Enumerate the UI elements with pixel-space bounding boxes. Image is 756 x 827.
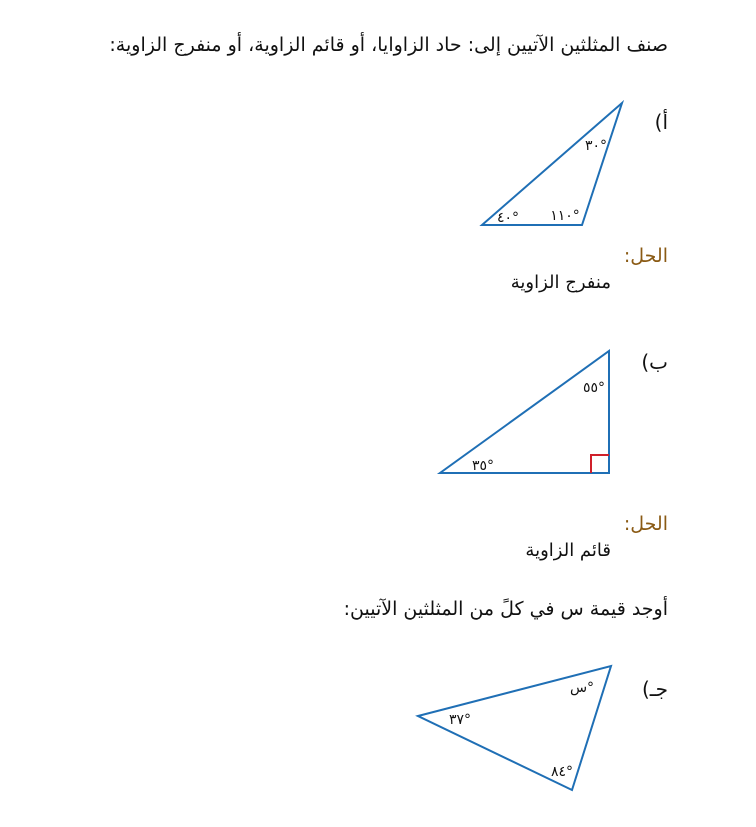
triangle-c-angle-top: س°: [569, 680, 595, 696]
part-b-answer: قائم الزاوية: [525, 540, 611, 561]
part-b-solution-label: الحل:: [623, 513, 668, 535]
part-a-answer: منفرج الزاوية: [510, 272, 611, 293]
question-1-text: صنف المثلثين الآتيين إلى: حاد الزاوايا، أو قائم الزاوية، أو منفرج الزاوية:: [109, 34, 668, 56]
triangle-a-angle-top: ٣٠°: [584, 138, 608, 154]
triangle-b-angle-top: ٥٥°: [582, 380, 606, 396]
part-c-label: جـ): [641, 677, 668, 701]
triangle-b-angle-left: ٣٥°: [471, 458, 495, 474]
part-a-label: أ): [654, 110, 668, 134]
right-angle-marker: [591, 455, 609, 473]
triangle-a-angle-left: ٤٠°: [496, 210, 520, 226]
triangle-c-angle-bottom: ٨٤°: [550, 764, 574, 780]
triangle-c-angle-left: ٣٧°: [448, 712, 472, 728]
question-2-text: أوجد قيمة س في كلً من المثلثين الآتيين:: [343, 598, 668, 620]
triangle-a-angle-right: ١١٠°: [550, 208, 580, 224]
triangle-a: [482, 103, 622, 225]
part-a-solution-label: الحل:: [623, 245, 668, 267]
triangle-b: [440, 351, 609, 473]
part-b-label: ب): [641, 350, 668, 374]
